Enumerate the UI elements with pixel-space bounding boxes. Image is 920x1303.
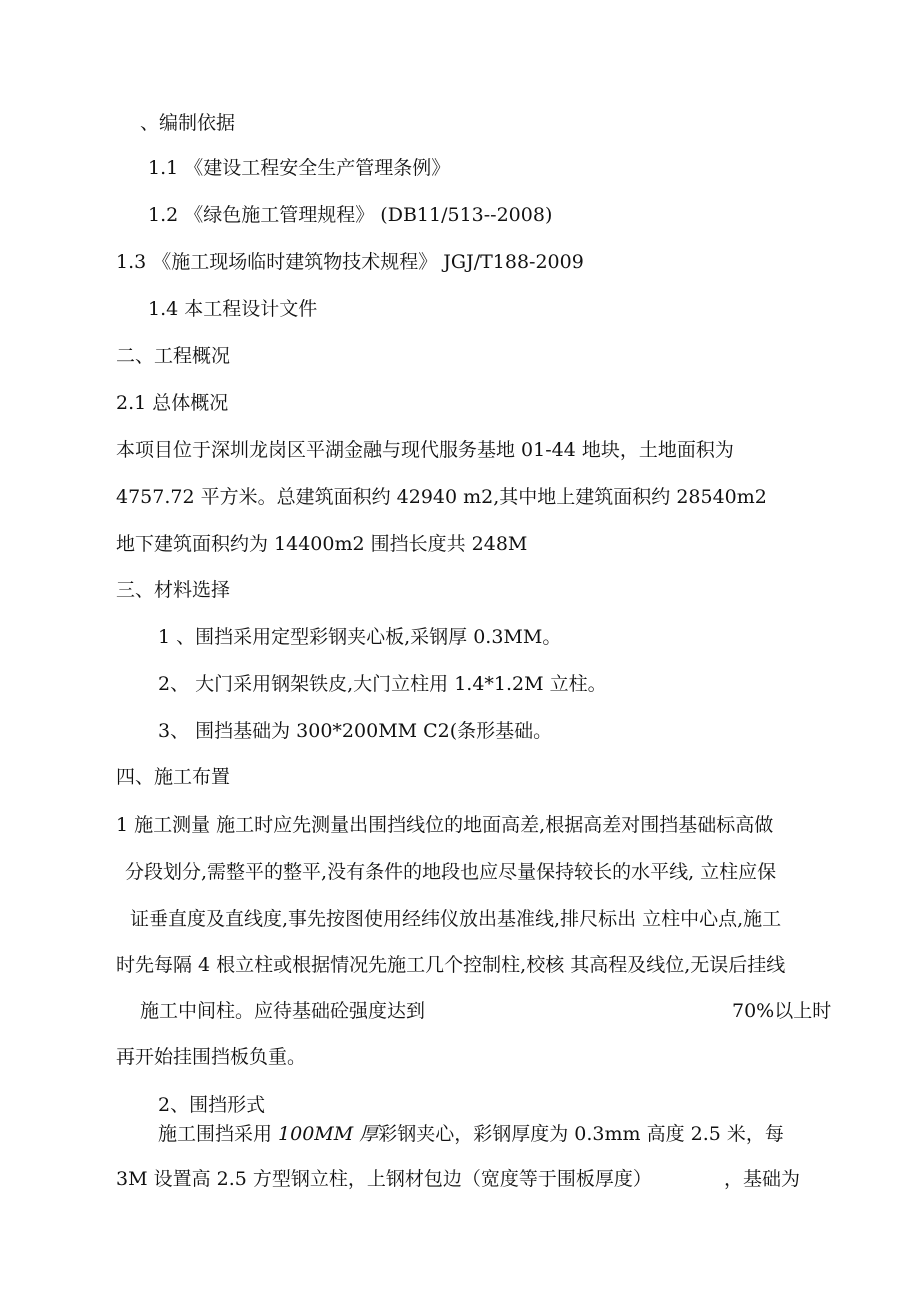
- section-2-heading: 二、工程概况: [116, 345, 231, 367]
- layout-paragraph-line-5-right: 70%以上时: [732, 1000, 832, 1022]
- enclosure-form-line-1-a: 施工围挡采用: [158, 1123, 279, 1145]
- section-3-heading: 三、材料选择: [116, 579, 231, 601]
- material-item-3: 3、 围挡基础为 300*200MM C2(条形基础。: [158, 720, 553, 742]
- layout-paragraph-line-3: 证垂直度及直线度,事先按图使用经纬仪放出基准线,排尺标出 立柱中心点,施工: [130, 908, 782, 930]
- layout-paragraph-line-6: 再开始挂围挡板负重。: [116, 1046, 307, 1068]
- basis-item-2: 1.2 《绿色施工管理规程》 (DB11/513--2008): [148, 204, 553, 226]
- section-2-subheading: 2.1 总体概况: [116, 392, 229, 414]
- enclosure-form-heading: 2、围挡形式: [158, 1094, 266, 1116]
- section-4-heading: 四、施工布置: [116, 766, 231, 788]
- layout-paragraph-line-2: 分段划分,需整平的整平,没有条件的地段也应尽量保持较长的水平线, 立柱应保: [125, 861, 777, 883]
- overview-paragraph-line-3: 地下建筑面积约为 14400m2 围挡长度共 248M: [116, 533, 528, 555]
- basis-item-1: 1.1 《建设工程安全生产管理条例》: [148, 157, 451, 179]
- layout-paragraph-line-4: 时先每隔 4 根立柱或根据情况先施工几个控制柱,校核 其高程及线位,无误后挂线: [116, 954, 786, 976]
- enclosure-form-line-1: [158, 1121, 784, 1147]
- enclosure-form-line-1-c: 彩钢夹心，彩钢厚度为 0.3mm 高度 2.5 米，每: [378, 1123, 784, 1145]
- enclosure-form-line-2-left: 3M 设置高 2.5 方型钢立柱，上钢材包边（宽度等于围板厚度）: [116, 1168, 652, 1190]
- layout-paragraph-line-5-left: 施工中间柱。应待基础砼强度达到: [140, 1000, 426, 1022]
- basis-item-4: 1.4 本工程设计文件: [148, 298, 318, 320]
- enclosure-form-line-2-right: ，基础为: [724, 1168, 801, 1190]
- basis-item-3: 1.3 《施工现场临时建筑物技术规程》 JGJ/T188-2009: [116, 251, 584, 273]
- material-item-2: 2、 大门采用钢架铁皮,大门立柱用 1.4*1.2M 立柱。: [158, 673, 607, 695]
- section-1-heading: 、编制依据: [140, 112, 236, 134]
- overview-paragraph-line-1: 本项目位于深圳龙岗区平湖金融与现代服务基地 01-44 地块，土地面积为: [116, 439, 734, 461]
- material-item-1: 1 、围挡采用定型彩钢夹心板,采钢厚 0.3MM。: [158, 626, 562, 648]
- overview-paragraph-line-2: 4757.72 平方米。总建筑面积约 42940 m2,其中地上建筑面积约 28540m2: [116, 486, 767, 508]
- enclosure-form-line-1-b: 100MM 厚: [278, 1123, 379, 1145]
- layout-paragraph-line-1: 1 施工测量 施工时应先测量出围挡线位的地面高差,根据高差对围挡基础标高做: [116, 814, 774, 836]
